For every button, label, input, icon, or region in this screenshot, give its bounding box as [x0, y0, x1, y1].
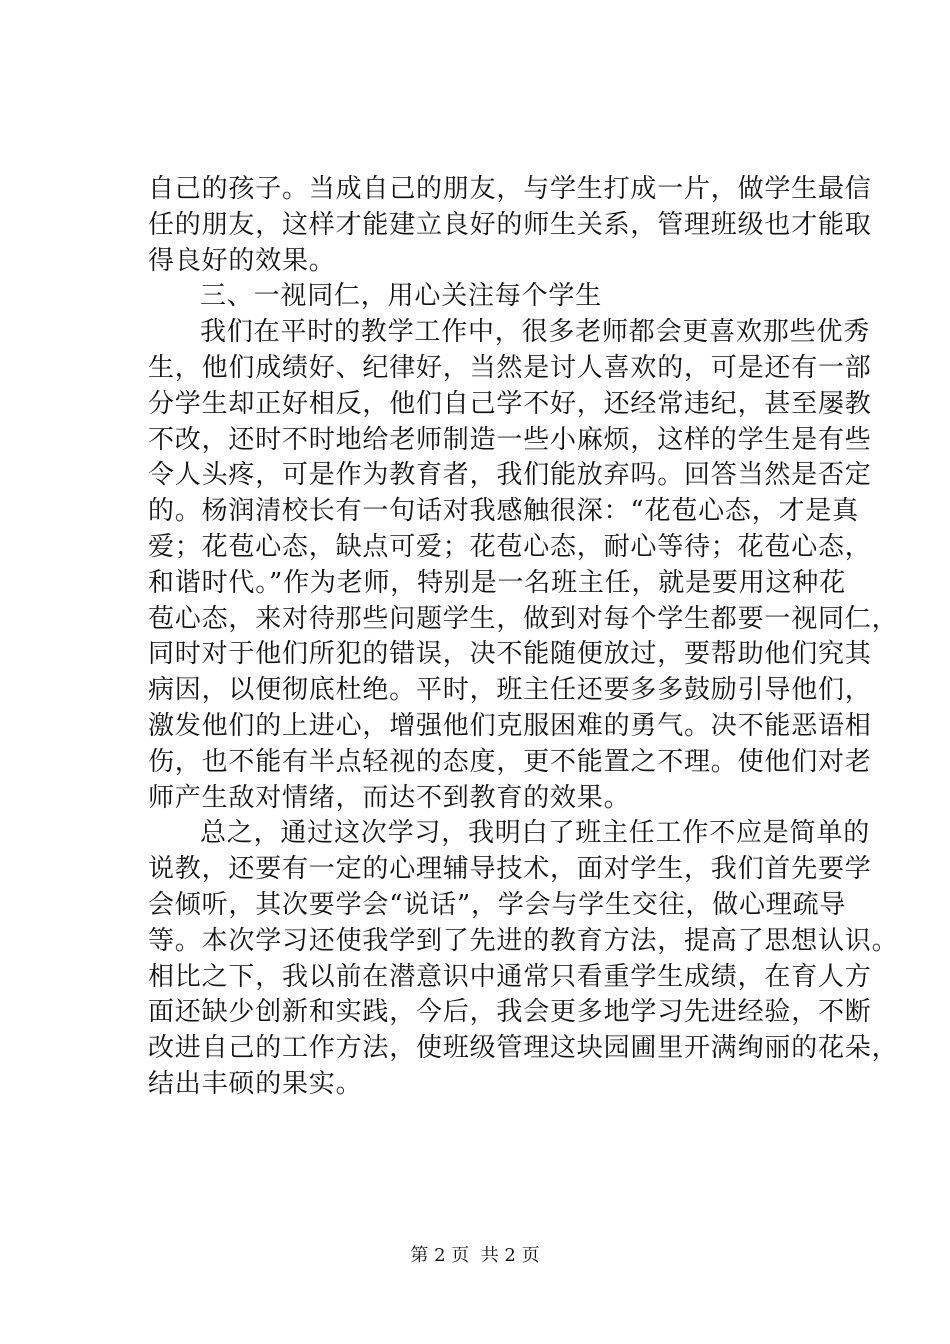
page-footer	[0, 1244, 950, 1268]
text-line: 自己的孩子。当成自己的朋友，与学生打成一片，做学生最信	[148, 174, 872, 204]
text-line: 改进自己的工作方法，使班级管理这块园圃里开满绚丽的花朵，	[148, 1033, 899, 1064]
document-body	[148, 172, 899, 1103]
text-line: 苞心态，来对待那些问题学生，做到对每个学生都要一视同仁，	[148, 603, 899, 634]
text-line: 病因，以便彻底杜绝。平时，班主任还要多多鼓励引导他们，	[148, 675, 872, 706]
text-line: 会倾听，其次要学会“说话”，学会与学生交往，做心理疏导	[148, 889, 847, 920]
text-line: 的。杨润清校长有一句话对我感触很深：“花苞心态，才是真	[148, 496, 859, 527]
text-line: 等。本次学习还使我学到了先进的教育方法，提高了思想认识。	[148, 925, 899, 956]
text-line: 令人头疼，可是作为教育者，我们能放弃吗。回答当然是否定	[148, 460, 872, 491]
text-line: 任的朋友，这样才能建立良好的师生关系，管理班级也才能取	[148, 209, 872, 240]
text-line: 师产生敌对情绪，而达不到教育的效果。	[148, 782, 631, 813]
page-number-label: 第 2 页 共 2 页	[410, 1245, 540, 1266]
paragraph-first-line: 我们在平时的教学工作中，很多老师都会更喜欢那些优秀	[200, 317, 871, 348]
text-line: 得良好的效果。	[148, 245, 336, 276]
text-line: 面还缺少创新和实践，今后，我会更多地学习先进经验，不断	[148, 997, 872, 1028]
text-line: 分学生却正好相反，他们自己学不好，还经常违纪，甚至屡教	[148, 388, 872, 419]
paragraph-first-line: 总之，通过这次学习，我明白了班主任工作不应是简单的	[200, 818, 871, 849]
text-line: 生，他们成绩好、纪律好，当然是讨人喜欢的，可是还有一部	[148, 352, 872, 383]
text-line: 说教，还要有一定的心理辅导技术，面对学生，我们首先要学	[148, 854, 872, 885]
text-line: 和谐时代。”作为老师，特别是一名班主任，就是要用这种花	[148, 567, 846, 598]
text-line: 不改，还时不时地给老师制造一些小麻烦，这样的学生是有些	[148, 424, 872, 455]
text-line: 相比之下，我以前在潜意识中通常只看重学生成绩，在育人方	[148, 961, 872, 992]
text-line: 结出丰硕的果实。	[148, 1068, 363, 1099]
text-line: 激发他们的上进心，增强他们克服困难的勇气。决不能恶语相	[148, 710, 872, 741]
text-line: 爱；花苞心态，缺点可爱；花苞心态，耐心等待；花苞心态，	[148, 531, 872, 562]
section-heading: 三、一视同仁，用心关注每个学生	[200, 281, 603, 312]
text-line: 伤，也不能有半点轻视的态度，更不能置之不理。使他们对老	[148, 746, 872, 777]
text-line: 同时对于他们所犯的错误，决不能随便放过，要帮助他们究其	[148, 639, 872, 670]
